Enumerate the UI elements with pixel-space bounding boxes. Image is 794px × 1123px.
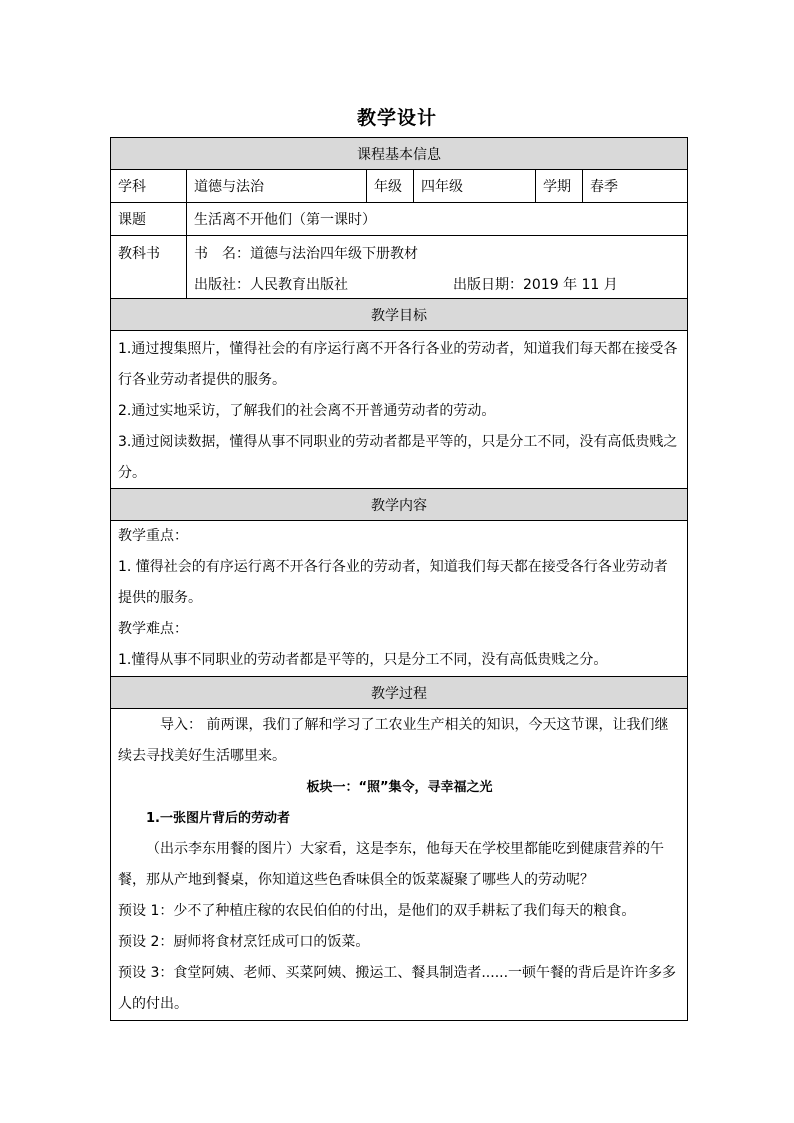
preset-item: 预设 3：食堂阿姨、老师、买菜阿姨、搬运工、餐具制造者......一顿午餐的背后是许许多多人的付出。 [118,965,677,1012]
key-points-label: 教学重点： [118,528,188,544]
publisher: 出版社：人民教育出版社 [194,277,348,293]
process-title: 教学过程 [371,685,427,702]
term-value: 春季 [582,170,687,202]
content-header [111,489,687,521]
textbook-label: 教科书 [118,246,160,262]
subject-row [111,170,687,203]
section-subtitle: 1.一张图片背后的劳动者 [146,811,290,826]
page-title: 教学设计 [356,107,437,129]
topic-label: 课题 [118,212,146,228]
textbook-info [186,236,687,298]
process-body [111,709,687,1020]
objective-item: 3.通过阅读数据，懂得从事不同职业的劳动者都是平等的，只是分工不同，没有高低贵贱之分。 [118,434,678,481]
intro-paragraph: 导入： 前两课，我们了解和学习了工农业生产相关的知识，今天这节课，让我们继续去寻找美好生活哪里来。 [118,717,669,764]
grade-label: 年级 [366,170,413,202]
textbook-row [111,236,687,299]
content-body [111,521,687,677]
topic-row [111,203,687,236]
difficulty-label: 教学难点： [118,621,188,637]
basic-info-title: 课程基本信息 [357,146,441,163]
objectives-title: 教学目标 [371,307,427,324]
basic-info-header [111,138,687,170]
grade-value: 四年级 [413,170,535,202]
subject-label: 学科 [118,179,146,195]
activity-paragraph: （出示李东用餐的图片）大家看，这是李东，他每天在学校里都能吃到健康营养的午餐，那从产地到餐桌，你知道这些色香味俱全的饭菜凝聚了哪些人的劳动呢？ [118,841,664,888]
preset-item: 预设 1：少不了种植庄稼的农民伯伯的付出，是他们的双手耕耘了我们每天的粮食。 [118,903,636,919]
content-title: 教学内容 [371,497,427,514]
objective-item: 2.通过实地采访，了解我们的社会离不开普通劳动者的劳动。 [118,403,496,419]
subject-value: 道德与法治 [186,170,366,202]
objectives-body [111,331,687,489]
topic-value: 生活离不开他们（第一课时） [186,203,687,235]
lesson-plan-table [110,137,688,1021]
objectives-header [111,299,687,331]
book-name: 书 名：道德与法治四年级下册教材 [194,246,418,262]
objective-item: 1.通过搜集照片，懂得社会的有序运行离不开各行各业的劳动者，知道我们每天都在接受各行各业劳动者提供的服务。 [118,341,678,388]
process-header [111,677,687,709]
key-point-item: 1. 懂得社会的有序运行离不开各行各业的劳动者，知道我们每天都在接受各行各业劳动者提供的服务。 [118,559,668,606]
difficulty-item: 1.懂得从事不同职业的劳动者都是平等的，只是分工不同，没有高低贵贱之分。 [118,652,608,668]
publish-date: 出版日期：2019 年 11 月 [453,277,618,293]
term-label: 学期 [535,170,582,202]
preset-item: 预设 2：厨师将食材烹饪成可口的饭菜。 [118,934,370,950]
block-title: 板块一：“照”集令，寻幸福之光 [306,780,493,795]
